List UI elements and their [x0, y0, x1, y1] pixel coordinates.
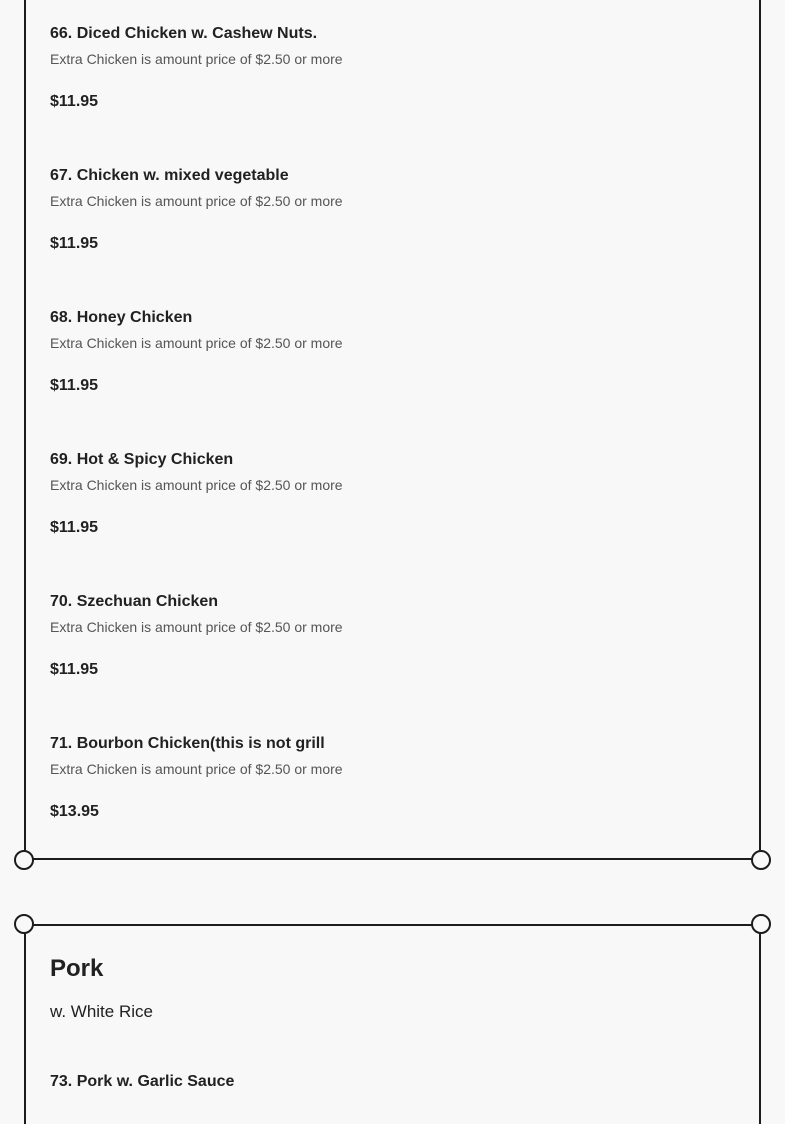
menu-item[interactable] [50, 308, 730, 396]
menu-item[interactable] [50, 166, 730, 254]
item-price: $11.95 [50, 661, 99, 678]
item-name: 68. Honey Chicken [50, 309, 193, 326]
item-price: $11.95 [50, 519, 99, 536]
item-description: Extra Chicken is amount price of $2.50 or more [50, 477, 343, 493]
item-description: Extra Chicken is amount price of $2.50 or more [50, 193, 343, 209]
item-name: 70. Szechuan Chicken [50, 593, 219, 610]
corner-notch [14, 914, 34, 934]
item-price: $11.95 [50, 235, 99, 252]
menu-item[interactable] [50, 450, 730, 538]
chicken-section-panel [24, 0, 761, 860]
item-price: $13.95 [50, 803, 99, 820]
item-price: $11.95 [50, 377, 99, 394]
corner-notch [14, 850, 34, 870]
menu-item[interactable] [50, 24, 730, 112]
menu-item[interactable] [50, 592, 730, 680]
item-description: Extra Chicken is amount price of $2.50 or more [50, 335, 343, 351]
corner-notch [751, 850, 771, 870]
section-title: Pork [50, 955, 104, 982]
pork-section-panel [24, 924, 761, 1124]
item-name: 71. Bourbon Chicken(this is not grill [50, 735, 325, 752]
item-description: Extra Chicken is amount price of $2.50 or more [50, 761, 343, 777]
menu-item[interactable] [50, 734, 730, 822]
section-subtitle: w. White Rice [50, 1002, 153, 1021]
item-name: 67. Chicken w. mixed vegetable [50, 167, 289, 184]
corner-notch [751, 914, 771, 934]
item-name: 66. Diced Chicken w. Cashew Nuts. [50, 25, 318, 42]
item-price: $11.95 [50, 93, 99, 110]
item-description: Extra Chicken is amount price of $2.50 or more [50, 51, 343, 67]
item-description: Extra Chicken is amount price of $2.50 or more [50, 619, 343, 635]
item-name[interactable]: 73. Pork w. Garlic Sauce [50, 1073, 235, 1090]
item-name: 69. Hot & Spicy Chicken [50, 451, 234, 468]
